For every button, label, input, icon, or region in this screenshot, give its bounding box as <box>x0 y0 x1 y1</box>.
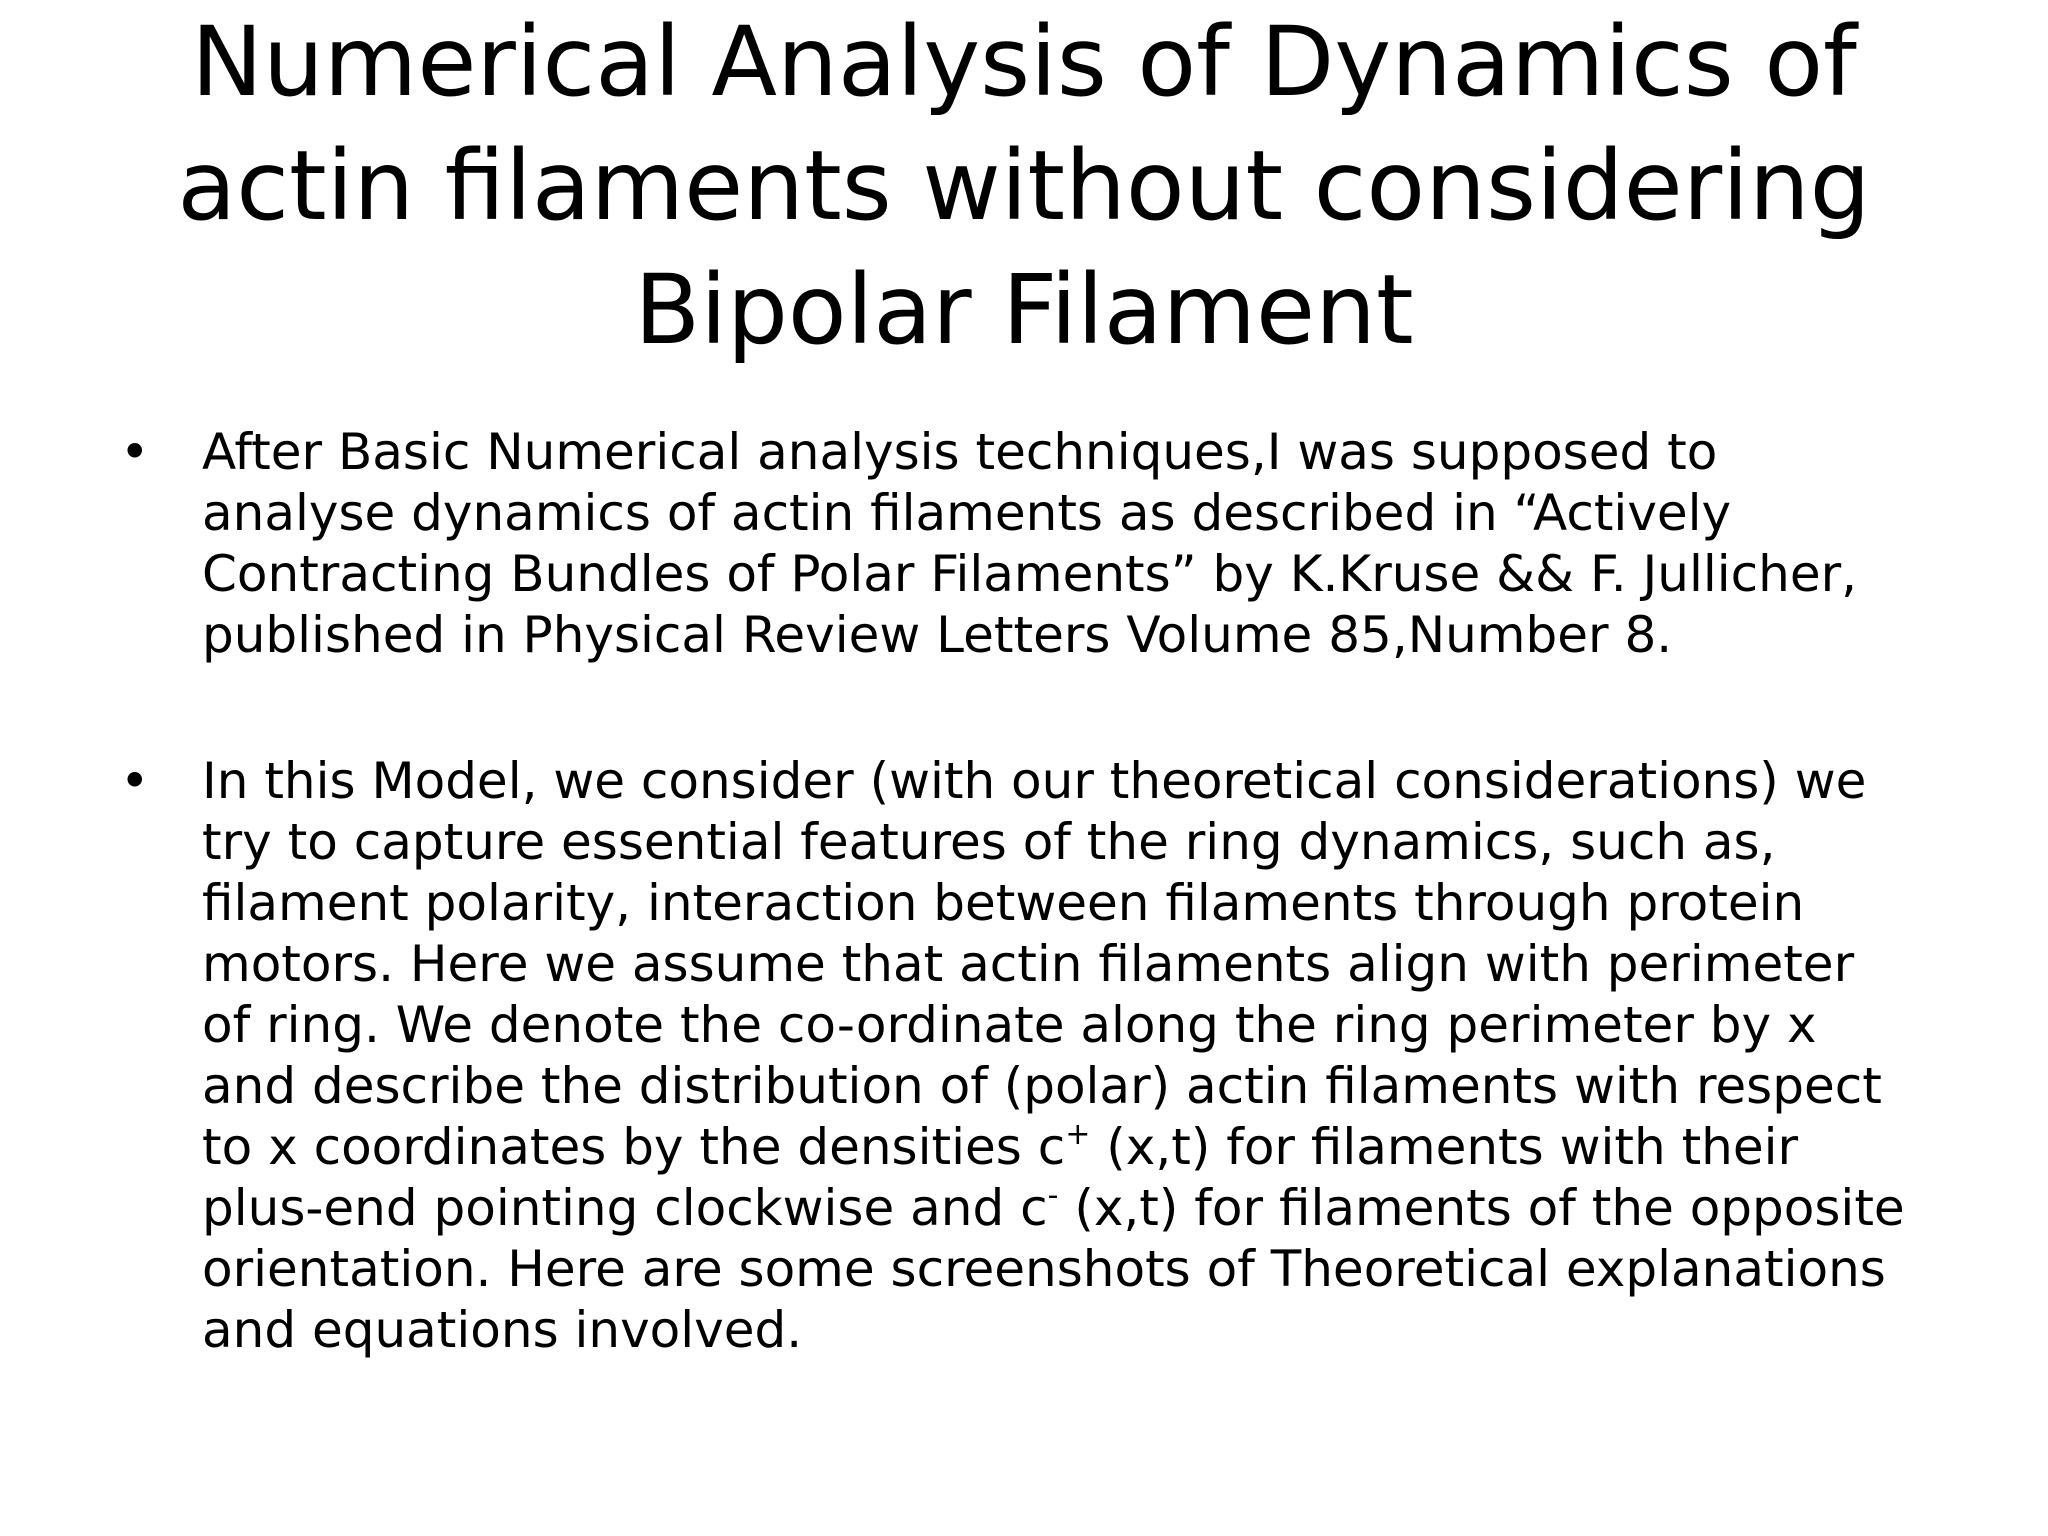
bullet-list <box>120 422 2000 1361</box>
text-line: After Basic Numerical analysis techniques,I was supposed to <box>202 423 1718 481</box>
superscript-plus: + <box>1065 1117 1091 1152</box>
text-line: and equations involved. <box>202 1301 803 1359</box>
text-line: of ring. We denote the co-ordinate along the ring perimeter by x <box>202 996 1817 1054</box>
bullet-text <box>202 422 2000 666</box>
text-line: try to capture essential features of the ring dynamics, such as, <box>202 813 1776 871</box>
text-segment: plus-end pointing clockwise and c <box>202 1179 1048 1237</box>
title-line: Bipolar Filament <box>634 254 1414 366</box>
text-line: published in Physical Review Letters Volume 85,Number 8. <box>202 606 1673 664</box>
text-line: and describe the distribution of (polar) actin filaments with respect <box>202 1057 1882 1115</box>
text-line: motors. Here we assume that actin filaments align with perimeter <box>202 935 1855 993</box>
title-line: Numerical Analysis of Dynamics of <box>191 6 1857 118</box>
text-segment: (x,t) for filaments with their <box>1090 1118 1799 1176</box>
text-line: In this Model, we consider (with our theoretical considerations) we <box>202 752 1867 810</box>
superscript-minus: - <box>1047 1178 1059 1213</box>
text-line: filament polarity, interaction between filaments through protein <box>202 874 1805 932</box>
text-line: analyse dynamics of actin filaments as described in “Actively <box>202 484 1732 542</box>
text-line-with-superscript <box>202 1178 2000 1239</box>
text-line: Contracting Bundles of Polar Filaments” by K.Kruse && F. Jullicher, <box>202 545 1858 603</box>
bullet-item <box>120 751 2000 1361</box>
text-segment: (x,t) for filaments of the opposite <box>1058 1179 1905 1237</box>
bullet-item <box>120 422 2000 666</box>
bullet-icon: • <box>120 423 150 481</box>
text-line-with-superscript <box>202 1117 2000 1178</box>
text-line: orientation. Here are some screenshots of Theoretical explanations <box>202 1240 1886 1298</box>
title-line: actin filaments without considering <box>177 130 1871 242</box>
slide-title <box>160 0 1888 372</box>
bullet-icon: • <box>120 752 150 810</box>
bullet-text <box>202 751 2000 1361</box>
text-segment: to x coordinates by the densities c <box>202 1118 1066 1176</box>
